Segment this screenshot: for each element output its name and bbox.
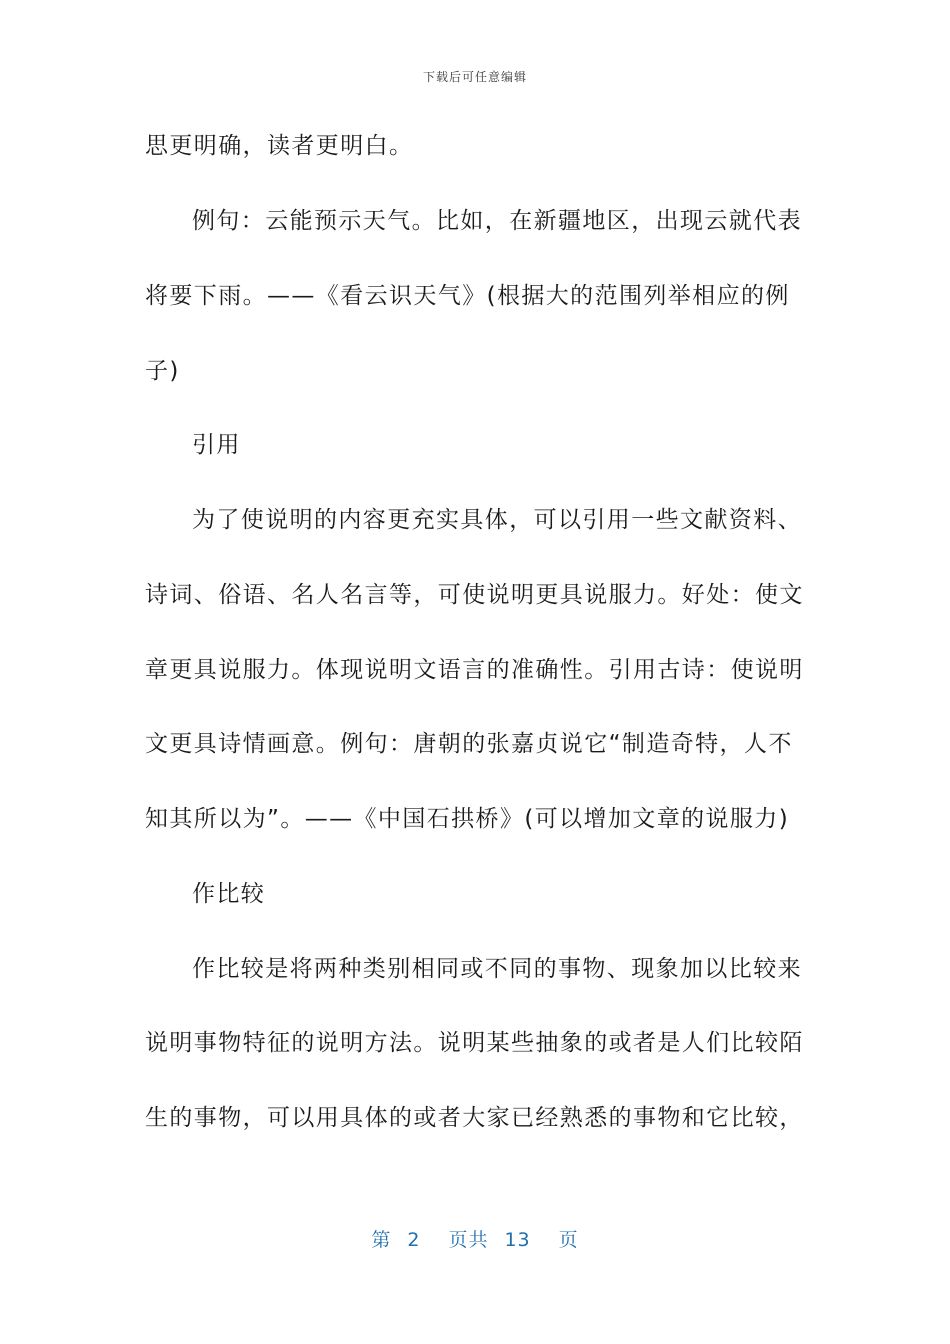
page-footer bbox=[0, 1225, 950, 1252]
body-line: 诗词、俗语、名人名言等，可使说明更具说服力。好处：使文 bbox=[145, 582, 804, 608]
footer-middle: 页共 bbox=[448, 1229, 489, 1251]
body-line: 章更具说服力。体现说明文语言的准确性。引用古诗：使说明 bbox=[145, 657, 804, 683]
body-line: 将要下雨。——《看云识天气》(根据大的范围列举相应的例 bbox=[145, 283, 790, 309]
section-heading: 作比较 bbox=[192, 881, 266, 907]
footer-current-page: 2 bbox=[407, 1229, 421, 1251]
body-line: 思更明确，读者更明白。 bbox=[145, 133, 414, 159]
body-line: 作比较是将两种类别相同或不同的事物、现象加以比较来 bbox=[192, 956, 802, 982]
footer-total-pages: 13 bbox=[504, 1229, 531, 1251]
footer-prefix: 第 bbox=[371, 1229, 392, 1251]
body-line: 知其所以为”。——《中国石拱桥》(可以增加文章的说服力) bbox=[145, 806, 790, 832]
body-line: 生的事物，可以用具体的或者大家已经熟悉的事物和它比较， bbox=[145, 1105, 804, 1131]
body-line: 例句：云能预示天气。比如，在新疆地区，出现云就代表 bbox=[192, 208, 802, 234]
footer-suffix: 页 bbox=[558, 1229, 579, 1251]
body-line: 为了使说明的内容更充实具体，可以引用一些文献资料、 bbox=[192, 507, 802, 533]
section-heading: 引用 bbox=[192, 432, 241, 458]
page-header: 下载后可任意编辑 bbox=[422, 70, 527, 84]
body-line: 文更具诗情画意。例句：唐朝的张嘉贞说它“制造奇特，人不 bbox=[145, 731, 793, 757]
body-line: 说明事物特征的说明方法。说明某些抽象的或者是人们比较陌 bbox=[145, 1030, 804, 1056]
body-line: 子) bbox=[145, 358, 180, 384]
